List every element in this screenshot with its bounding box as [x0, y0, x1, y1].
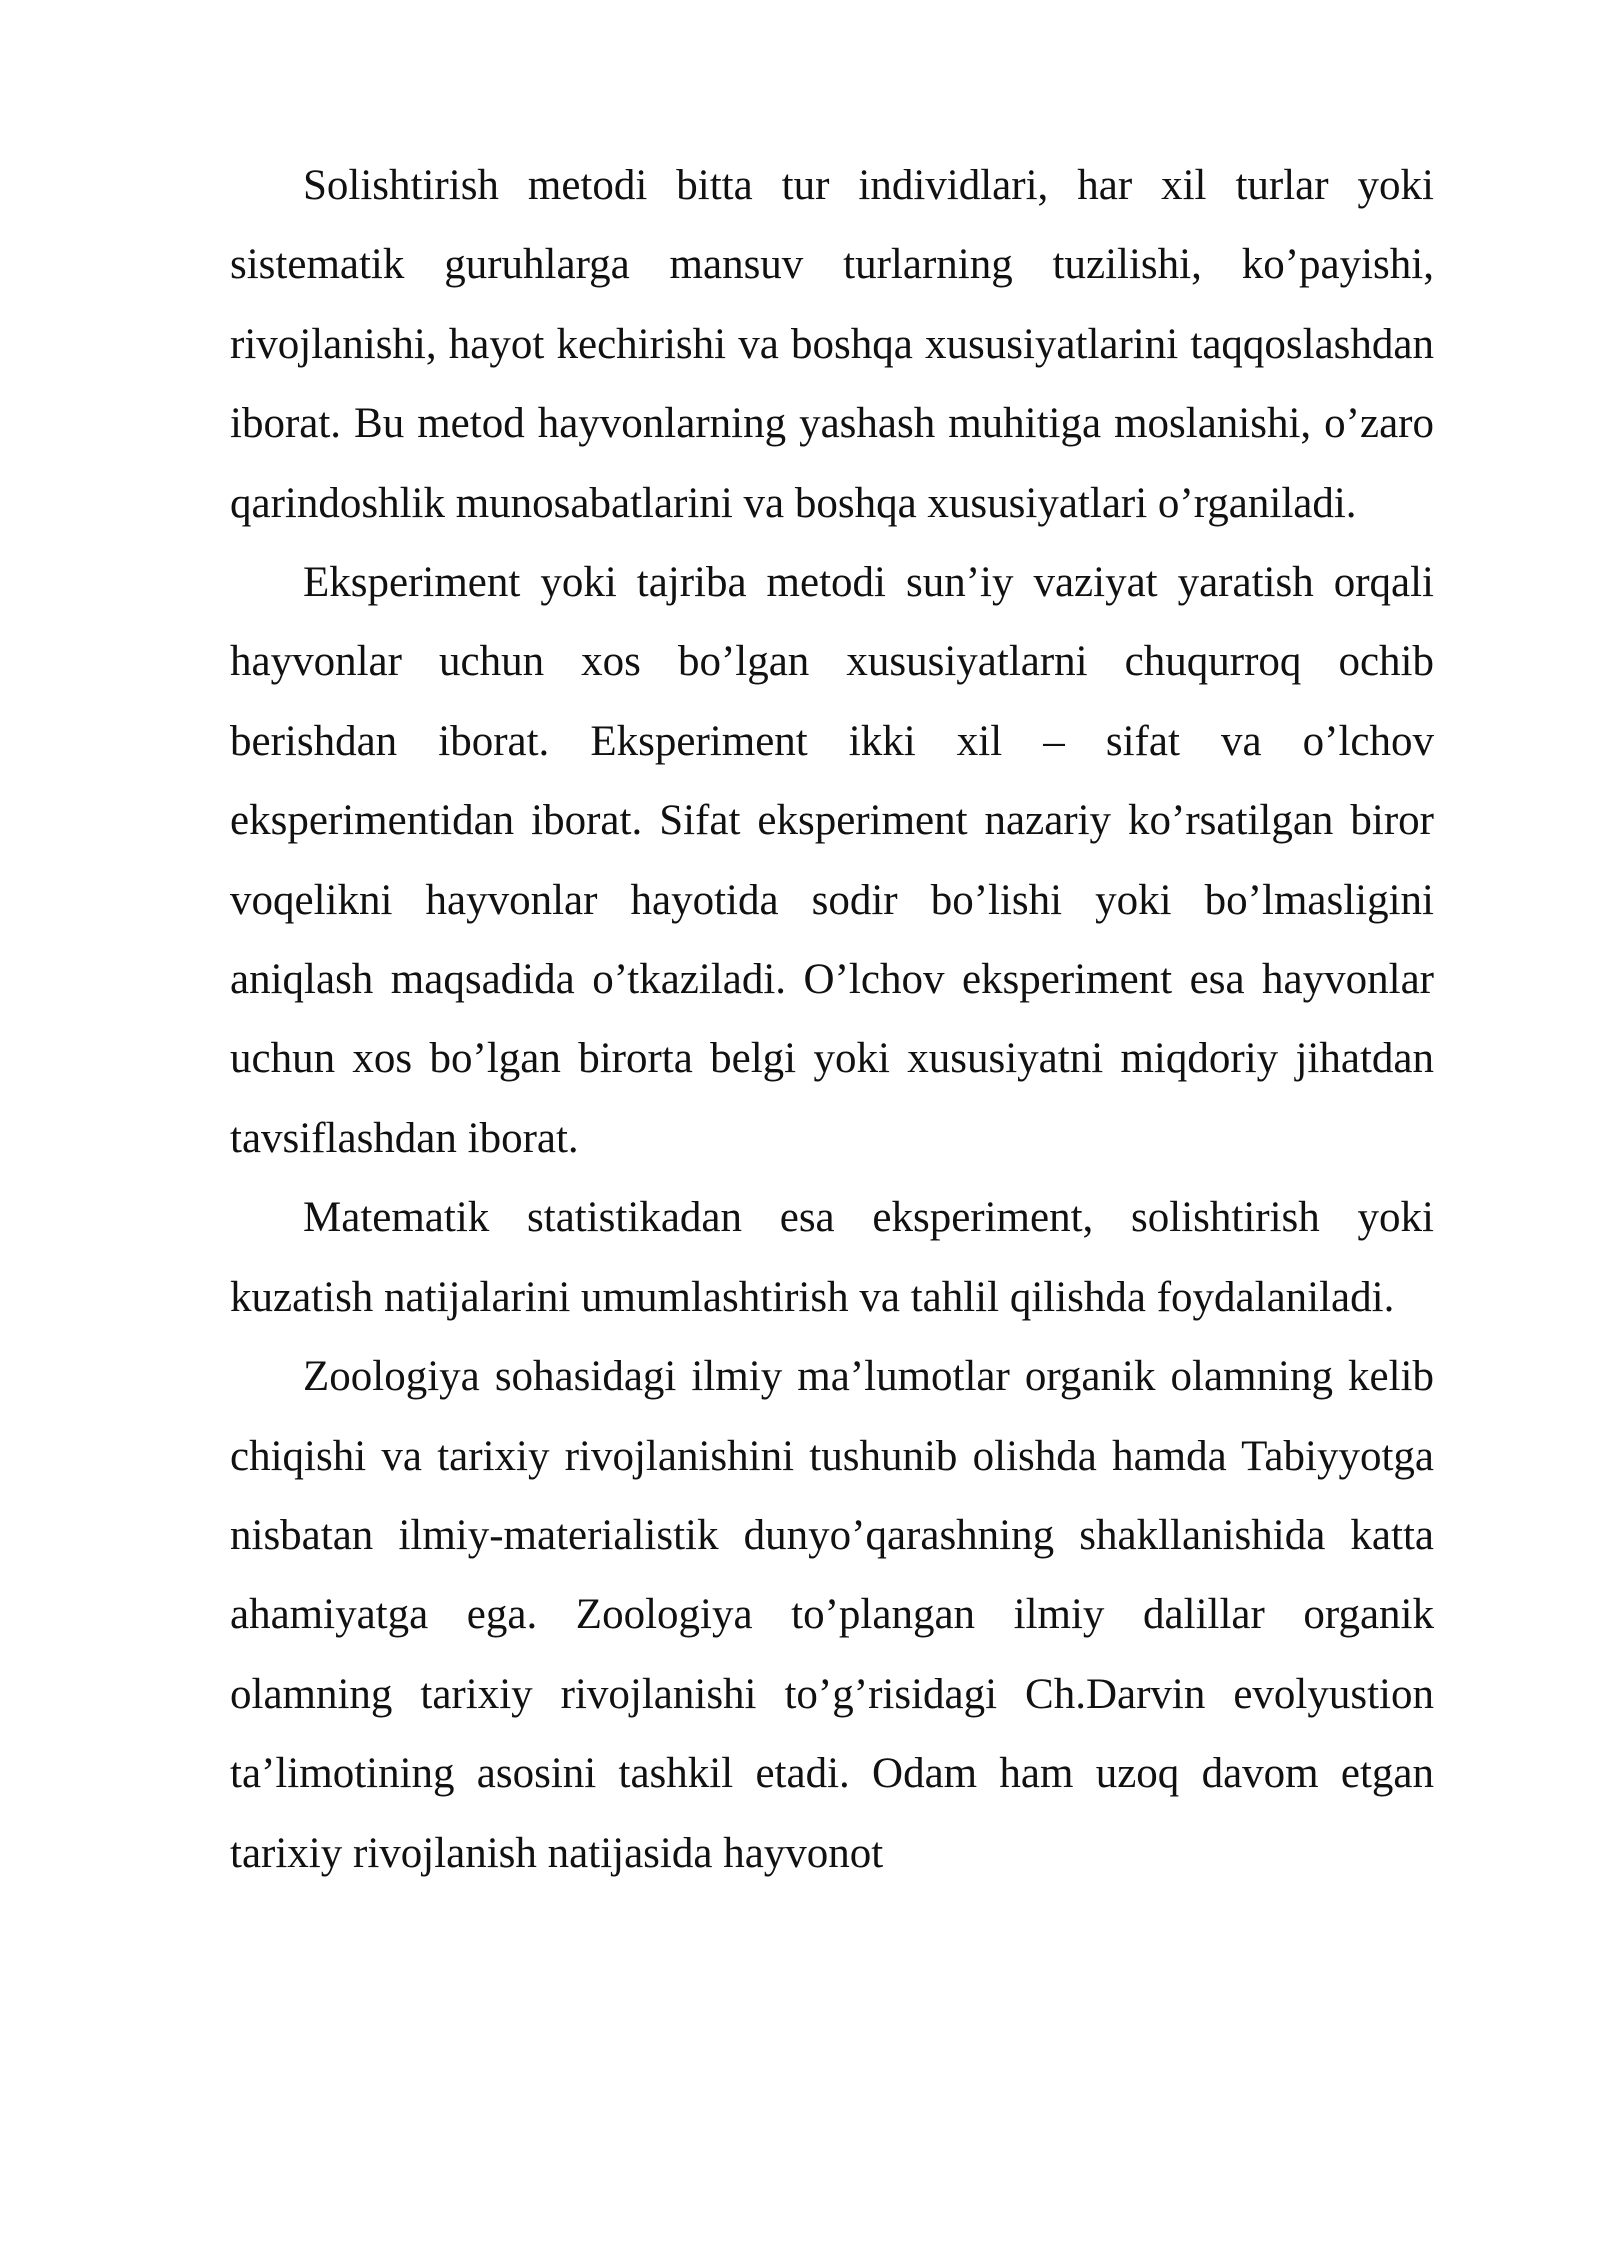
paragraph-statistics: Matematik statistikadan esa eksperiment, solishtirish yoki kuzatish natijalarini umumlashtirish va tahlil qilishda foydalaniladi. — [230, 1194, 1434, 1321]
paragraph-zoology-significance: Zoologiya sohasidagi ilmiy ma’lumotlar organik olamning kelib chiqishi va tarixiy rivojlanishini tushunib olishda hamda Tabiyyotga nisbatan ilmiy-materialistik dunyo’qarashning shakllanishida katta ahamiyatga ega. Zoologiya to’plangan ilmiy dalillar organik olamning tarixiy rivojlanishi to’g’risidagi Ch.Darvin evolyustion ta’limotining asosini tashkil etadi. Odam ham uzoq davom etgan tarixiy rivojlanish natijasida hayvonot — [230, 1353, 1434, 1877]
paragraph-experiment-method: Eksperiment yoki tajriba metodi sun’iy vaziyat yaratish orqali hayvonlar uchun xos bo’lgan xususiyatlarni chuqurroq ochib berishdan iborat. Eksperiment ikki xil – sifat va o’lchov eksperimentidan iborat. Sifat eksperiment nazariy ko’rsatilgan biror voqelikni hayvonlar hayotida sodir bo’lishi yoki bo’lmasligini aniqlash maqsadida o’tkaziladi. O’lchov eksperiment esa hayvonlar uchun xos bo’lgan birorta belgi yoki xususiyatni miqdoriy jihatdan tavsiflashdan iborat. — [230, 559, 1434, 1162]
paragraph-comparison-method: Solishtirish metodi bitta tur individlari, har xil turlar yoki sistematik guruhlarga mansuv turlarning tuzilishi, ko’payishi, rivojlanishi, hayot kechirishi va boshqa xususiyatlarini taqqoslashdan iborat. Bu metod hayvonlarning yashash muhitiga moslanishi, o’zaro qarindoshlik munosabatlarini va boshqa xususiyatlari o’rganiladi. — [230, 162, 1434, 527]
body-text — [230, 146, 1434, 1893]
